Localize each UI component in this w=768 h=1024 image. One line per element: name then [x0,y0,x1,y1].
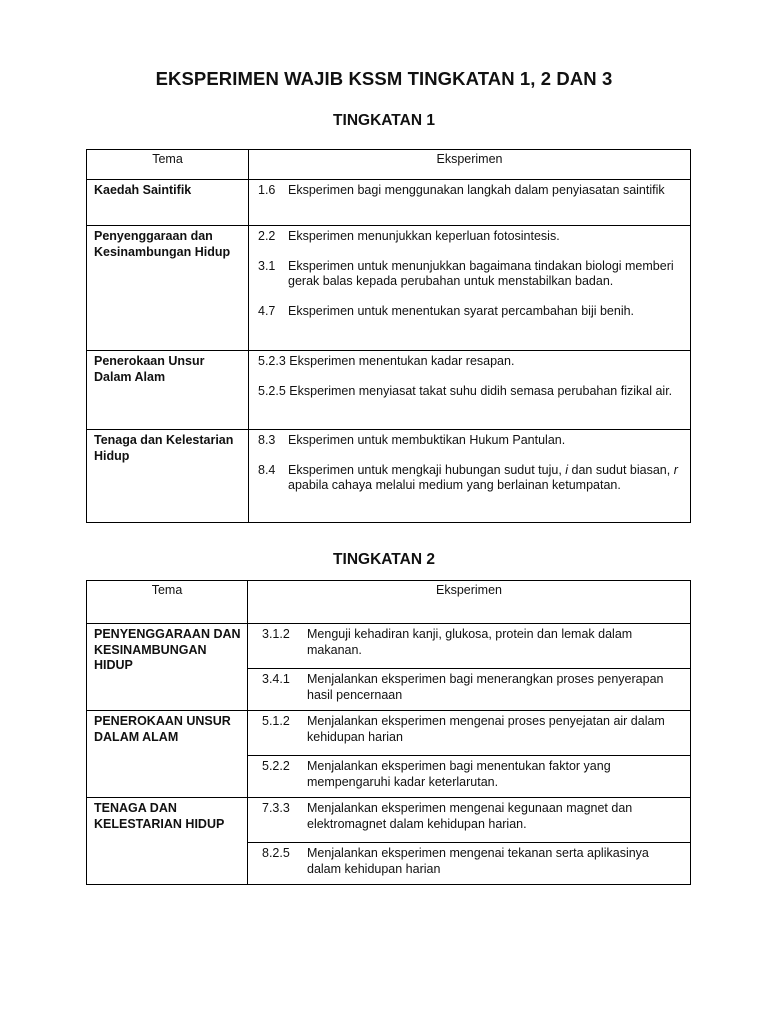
variable-r: r [673,462,678,477]
experiment-text [258,384,684,400]
experiment-number: 7.3.3 [262,801,290,815]
table-tingkatan-2 [86,580,691,885]
tema-cell: Kaedah Saintifik [87,180,249,226]
experiment-item [262,801,684,832]
experiment-item [262,672,684,703]
experiment-item [258,229,684,245]
experiment-number: 3.4.1 [262,672,290,686]
column-header-eksperimen: Eksperimen [248,581,691,624]
table-tingkatan-1 [86,149,691,523]
table-row [87,226,691,351]
experiment-text: Menguji kehadiran kanji, glukosa, protein dan lemak dalam makanan. [307,627,633,657]
experiment-item [262,714,684,745]
experiment-item [258,354,684,370]
experiment-item [262,759,684,790]
experiment-text: Eksperimen bagi menggunakan langkah dalam penyiasatan saintifik [288,183,665,197]
experiment-item [262,627,684,658]
experiment-item [258,304,684,320]
experiment-item [258,183,684,199]
tema-cell: PENEROKAAN UNSUR DALAM ALAM [87,711,248,798]
table-header-row [87,581,691,624]
tema-cell: Penyenggaraan dan Kesinambungan Hidup [87,226,249,351]
experiment-description: Eksperimen menentukan kadar resapan. [289,354,515,368]
eksperimen-cell [248,711,691,756]
experiment-item [258,463,684,494]
variable-i: i [565,462,569,477]
experiment-text: Eksperimen untuk menentukan syarat percambahan biji benih. [288,303,635,318]
column-header-eksperimen: Eksperimen [249,150,691,180]
experiment-number: 5.2.2 [262,759,290,773]
experiment-text: Menjalankan eksperimen bagi menerangkan proses penyerapan hasil pencernaan [307,672,664,702]
experiment-text [258,354,684,370]
experiment-text: Eksperimen untuk menunjukkan bagaimana tindakan biologi memberi gerak balas kepada perubahan untuk menstabilkan badan. [288,258,674,288]
experiment-number: 4.7 [258,303,276,318]
experiment-text: Menjalankan eksperimen mengenai proses penyejatan air dalam kehidupan harian [307,714,665,744]
tema-cell: Penerokaan Unsur Dalam Alam [87,351,249,430]
experiment-number: 8.2.5 [262,846,290,860]
experiment-text: Eksperimen untuk membuktikan Hukum Pantulan. [288,433,566,447]
table-header-row [87,150,691,180]
text-part: apabila cahaya melalui medium yang berlainan ketumpatan. [288,478,621,492]
eksperimen-cell [248,756,691,798]
table-row [87,624,691,669]
heading-tingkatan-2: TINGKATAN 2 [333,551,435,568]
experiment-number: 3.1 [258,258,276,273]
table-row [87,430,691,523]
eksperimen-cell [249,226,691,351]
tema-cell: PENYENGGARAAN DAN KESINAMBUNGAN HIDUP [87,624,248,711]
eksperimen-cell [249,351,691,430]
experiment-description: Eksperimen menyiasat takat suhu didih semasa perubahan fizikal air. [289,383,673,398]
experiment-item [258,433,684,449]
experiment-text: Menjalankan eksperimen mengenai tekanan serta aplikasinya dalam kehidupan harian [307,846,649,876]
eksperimen-cell [249,180,691,226]
experiment-text: Eksperimen menunjukkan keperluan fotosintesis. [288,229,560,243]
experiment-number: 5.2.5 [258,383,286,398]
experiment-item [258,259,684,290]
eksperimen-cell [248,624,691,669]
experiment-number: 5.1.2 [262,714,290,728]
table-row [87,180,691,226]
experiment-number: 8.4 [258,462,276,477]
experiment-number: 1.6 [258,183,276,197]
experiment-text [288,463,684,494]
experiment-number: 8.3 [258,433,276,447]
eksperimen-cell [248,669,691,711]
experiment-text: Menjalankan eksperimen bagi menentukan faktor yang mempengaruhi kadar keterlarutan. [307,759,611,789]
text-part: Eksperimen untuk mengkaji hubungan sudut tuju, [288,462,566,477]
document-title: EKSPERIMEN WAJIB KSSM TINGKATAN 1, 2 DAN 3 [155,68,613,89]
tema-cell: TENAGA DAN KELESTARIAN HIDUP [87,798,248,885]
text-part: dan sudut biasan, [568,462,674,477]
eksperimen-cell [248,798,691,843]
table-row [87,711,691,756]
experiment-number: 3.1.2 [262,627,290,641]
experiment-item [258,384,684,400]
table-row [87,351,691,430]
table-row [87,798,691,843]
experiment-number: 2.2 [258,229,276,243]
tema-cell: Tenaga dan Kelestarian Hidup [87,430,249,523]
eksperimen-cell [248,843,691,885]
experiment-item [262,846,684,877]
column-header-tema: Tema [87,150,249,180]
column-header-tema: Tema [87,581,248,624]
heading-tingkatan-1: TINGKATAN 1 [333,112,435,129]
eksperimen-cell [249,430,691,523]
experiment-number: 5.2.3 [258,354,286,368]
experiment-text: Menjalankan eksperimen mengenai kegunaan magnet dan elektromagnet dalam kehidupan harian. [307,801,633,831]
